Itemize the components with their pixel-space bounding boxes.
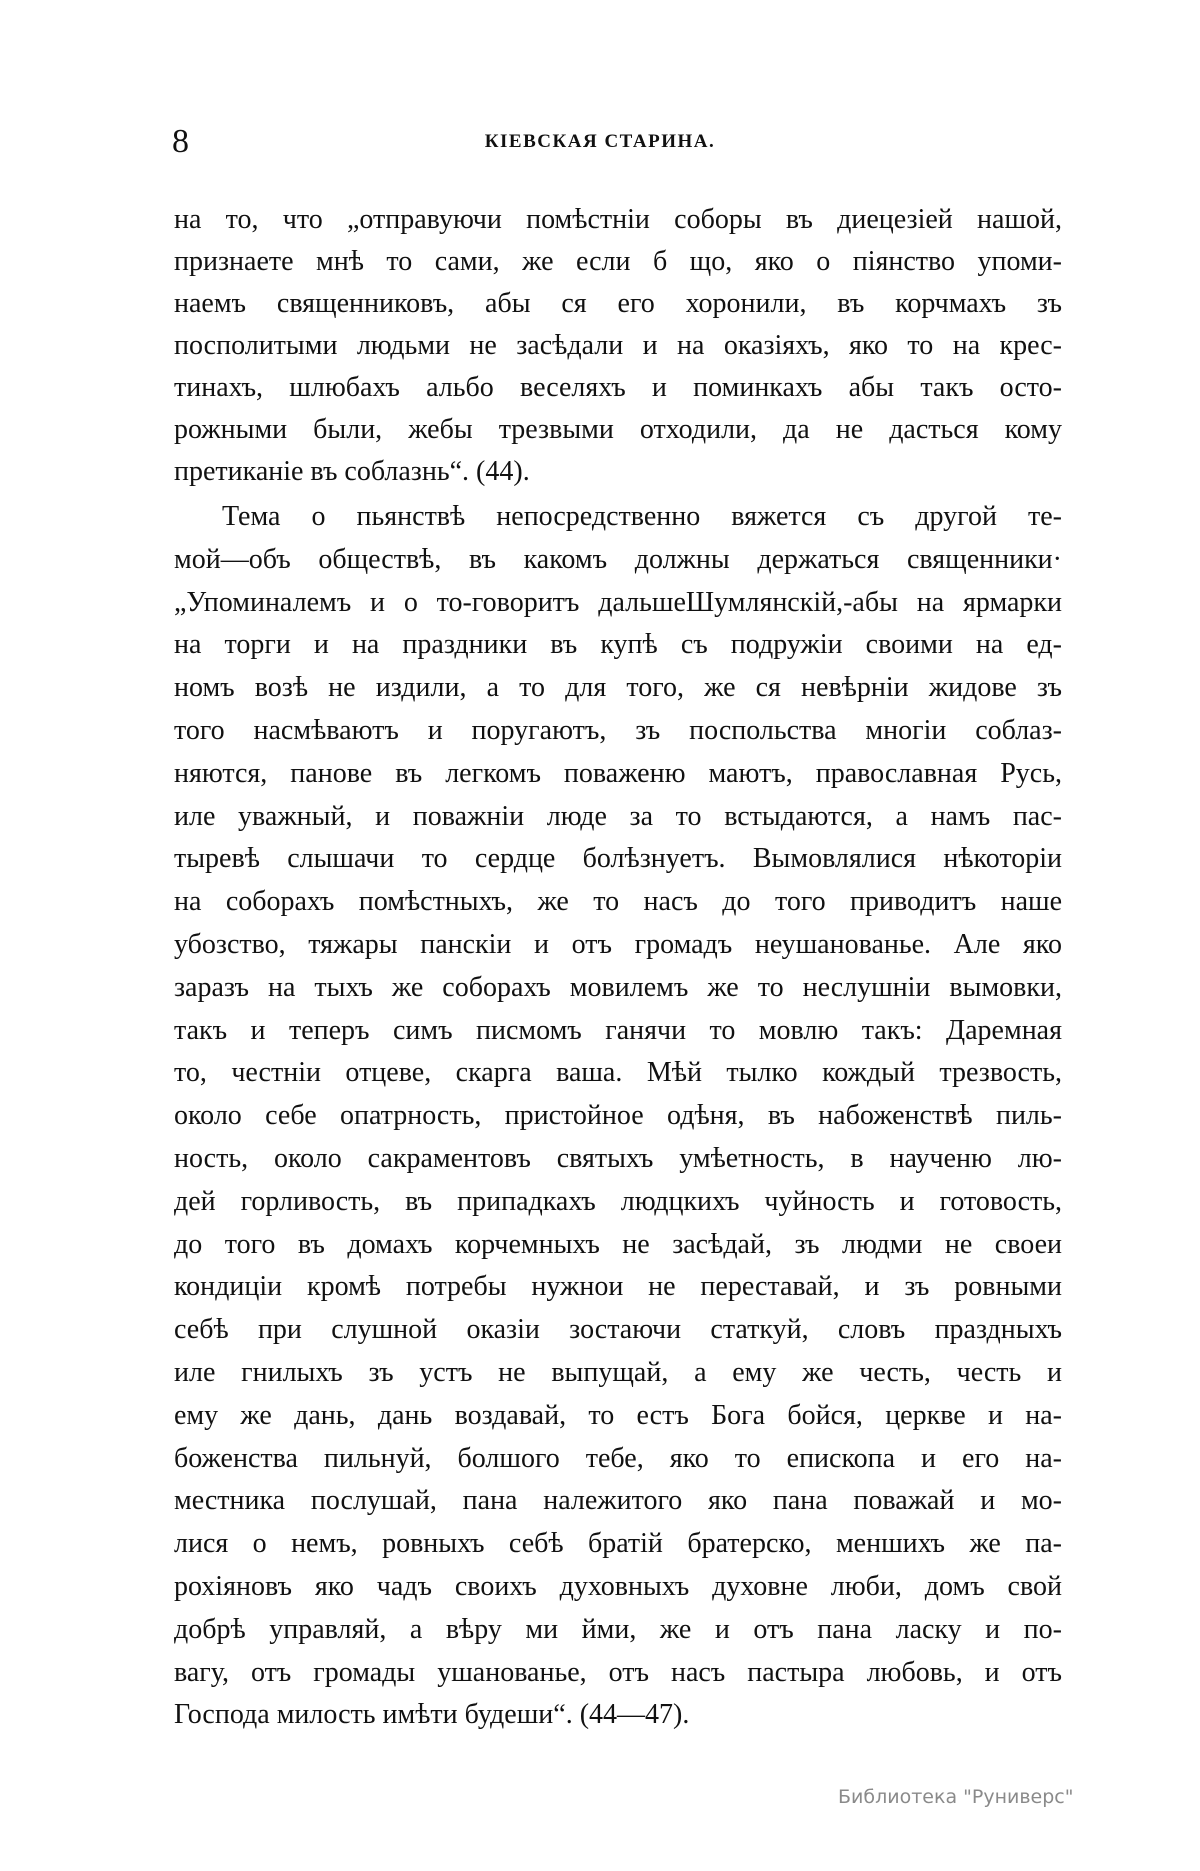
text-line: на торги и на праздники въ купѣ съ подружіи своими на ед- bbox=[174, 629, 1062, 661]
text-line: вагу, отъ громады ушанованье, отъ насъ пастыра любовь, и отъ bbox=[174, 1656, 1062, 1688]
text-line: „Упоминалемъ и о то-говоритъ дальшеШумлянскій,-абы на ярмарки bbox=[174, 586, 1062, 618]
text-line: тыревѣ слышачи то сердце болѣзнуетъ. Вымовлялися нѣкоторіи bbox=[174, 843, 1062, 875]
text-line: убозство, тяжары панскіи и отъ громадъ неушанованье. Але яко bbox=[174, 928, 1062, 960]
text-line: то, честніи отцеве, скарга ваша. Мѣй тылко кождый трезвость, bbox=[174, 1057, 1062, 1089]
text-line: наемъ священниковъ, абы ся его хоронили, въ корчмахъ зъ bbox=[174, 288, 1062, 319]
text-line: тинахъ, шлюбахъ альбо веселяхъ и поминкахъ абы такъ осто- bbox=[174, 372, 1062, 403]
text-line: такъ и теперъ симъ писмомъ ганячи то мовлю такъ: Даремная bbox=[174, 1014, 1062, 1046]
text-line: претиканіе въ соблазнь“. (44). bbox=[174, 456, 530, 487]
text-line: посполитыми людьми не засѣдали и на оказіяхъ, яко то на крес- bbox=[174, 330, 1062, 361]
text-line: признаете мнѣ то сами, же если б що, яко о піянство упоми- bbox=[174, 246, 1062, 277]
text-line: на соборахъ помѣстныхъ, же то насъ до того приводитъ наше bbox=[174, 886, 1062, 918]
text-line: ему же дань, дань воздавай, то естъ Бога бойся, церкве и на- bbox=[174, 1399, 1062, 1431]
text-line: добрѣ управляй, а вѣру ми йми, же и отъ пана ласку и по- bbox=[174, 1613, 1062, 1645]
text-line: того насмѣваютъ и поругаютъ, зъ поспольства многіи соблаз- bbox=[174, 714, 1062, 746]
text-line: около себе опатрность, пристойное одѣня, въ набоженствѣ пиль- bbox=[174, 1100, 1062, 1132]
running-title: КІЕВСКАЯ СТАРИНА. bbox=[484, 131, 716, 152]
paragraph-quote-continuation bbox=[174, 199, 1062, 493]
text-line: мой—объ обществѣ, въ какомъ должны держаться священники· bbox=[174, 543, 1062, 575]
text-line: иле уважный, и поважніи люде за то встыдаются, а намъ пас- bbox=[174, 800, 1062, 832]
text-line: до того въ домахъ корчемныхъ не засѣдай, зъ людми не своеи bbox=[174, 1228, 1062, 1260]
text-line: номъ возѣ не издили, а то для того, же ся невѣрніи жидове зъ bbox=[174, 672, 1062, 704]
text-line: на то, что „отправуючи помѣстніи соборы въ диецезіей нашой, bbox=[174, 204, 1062, 235]
library-watermark: Библиотека "Руниверс" bbox=[838, 1786, 1074, 1808]
text-line: рожными были, жебы трезвыми отходили, да не дасться кому bbox=[174, 414, 1062, 445]
text-line: няются, панове въ легкомъ поваженю маютъ, православная Русь, bbox=[174, 757, 1062, 789]
text-line: Тема о пьянствѣ непосредственно вяжется съ другой те- bbox=[222, 501, 1062, 532]
text-line: местника послушай, пана належитого яко пана поважай и мо- bbox=[174, 1485, 1062, 1517]
page-number: 8 bbox=[172, 123, 189, 160]
text-line: Господа милость имѣти будеши“. (44—47). bbox=[174, 1699, 690, 1731]
text-line: боженства пильнуй, болшого тебе, яко то епископа и его на- bbox=[174, 1442, 1062, 1474]
text-line: лися о немъ, ровныхъ себѣ братій братерско, меншихъ же па- bbox=[174, 1528, 1062, 1560]
text-line: кондиціи кромѣ потребы нужнои не переставай, и зъ ровными bbox=[174, 1271, 1062, 1303]
text-line: ность, около сакраментовъ святыхъ умѣетность, в наученю лю- bbox=[174, 1142, 1062, 1174]
paragraph-main bbox=[174, 496, 1062, 1737]
text-line: себѣ при слушной оказіи зостаючи статкуй, словъ праздныхъ bbox=[174, 1314, 1062, 1346]
text-line: рохіяновъ яко чадъ своихъ духовныхъ духовне люби, домъ свой bbox=[174, 1570, 1062, 1602]
text-line: заразъ на тыхъ же соборахъ мовилемъ же то неслушніи вымовки, bbox=[174, 971, 1062, 1003]
text-line: иле гнилыхъ зъ устъ не выпущай, а ему же честь, честь и bbox=[174, 1356, 1062, 1388]
text-line: дей горливость, въ припадкахъ людцкихъ чуйность и готовость, bbox=[174, 1185, 1062, 1217]
